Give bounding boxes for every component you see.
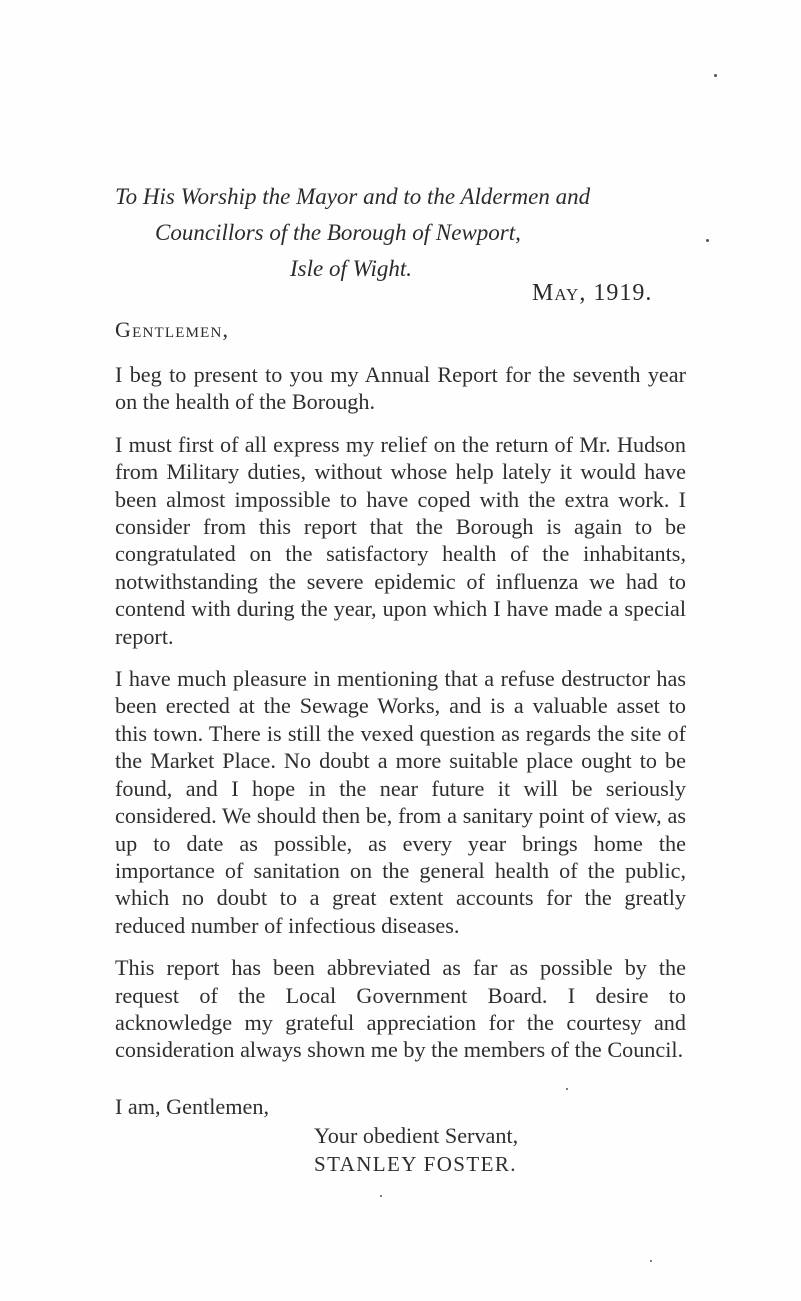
salutation: Gentlemen, [115,317,230,342]
paragraph-4: This report has been abbreviated as far as possible by the request of the Local Government Board. I desire to acknowledge my grateful appreciation for the courtesy and consideration always shown me by the members of the Council. [115,955,686,1063]
address-heading [115,179,675,287]
heading-line-2: Councillors of the Borough of Newport, [155,220,521,245]
heading-line-3: Isle of Wight. [290,256,413,281]
paragraph-1: I beg to present to you my Annual Report for the seventh year on the health of the Borough. [115,362,686,415]
paper-speck [714,74,717,77]
paragraph-3: I have much pleasure in mentioning that a refuse destructor has been erected at the Sewage Works, and is a valuable asset to this town. There is still the vexed question as regards the site of the Market Place. No doubt a more suitable place ought to be found, and I hope in the near future it will be seriously considered. We should then be, from a sanitary point of view, as up to date as possible, as every year brings home the importance of sanitation on the general health of the public, which no doubt to a great extent accounts for the greatly reduced number of infectious diseases. [115,666,686,938]
letter-body [115,361,686,1079]
paragraph-2: I must first of all express my relief on the return of Mr. Hudson from Military duties, without whose help lately it would have been almost impossible to have coped with the extra work. I consider from this report that the Borough is again to be congratulated on the satisfactory health of the inhabitants, notwithstanding the severe epidemic of influenza we had to contend with during the year, upon which I have made a special report. [115,431,686,649]
heading-line-1: To His Worship the Mayor and to the Aldermen and [115,184,591,209]
paper-speck [380,1195,382,1197]
letter-closing [0,1092,801,1179]
paper-speck [706,239,709,242]
signature: STANLEY FOSTER. [314,1152,517,1176]
paper-speck [650,1260,652,1262]
paper-speck [566,1088,568,1090]
letter-date: May, 1919. [532,280,653,306]
closing-line-2: Your obedient Servant, [314,1123,519,1148]
closing-line-1: I am, Gentlemen, [115,1094,270,1119]
